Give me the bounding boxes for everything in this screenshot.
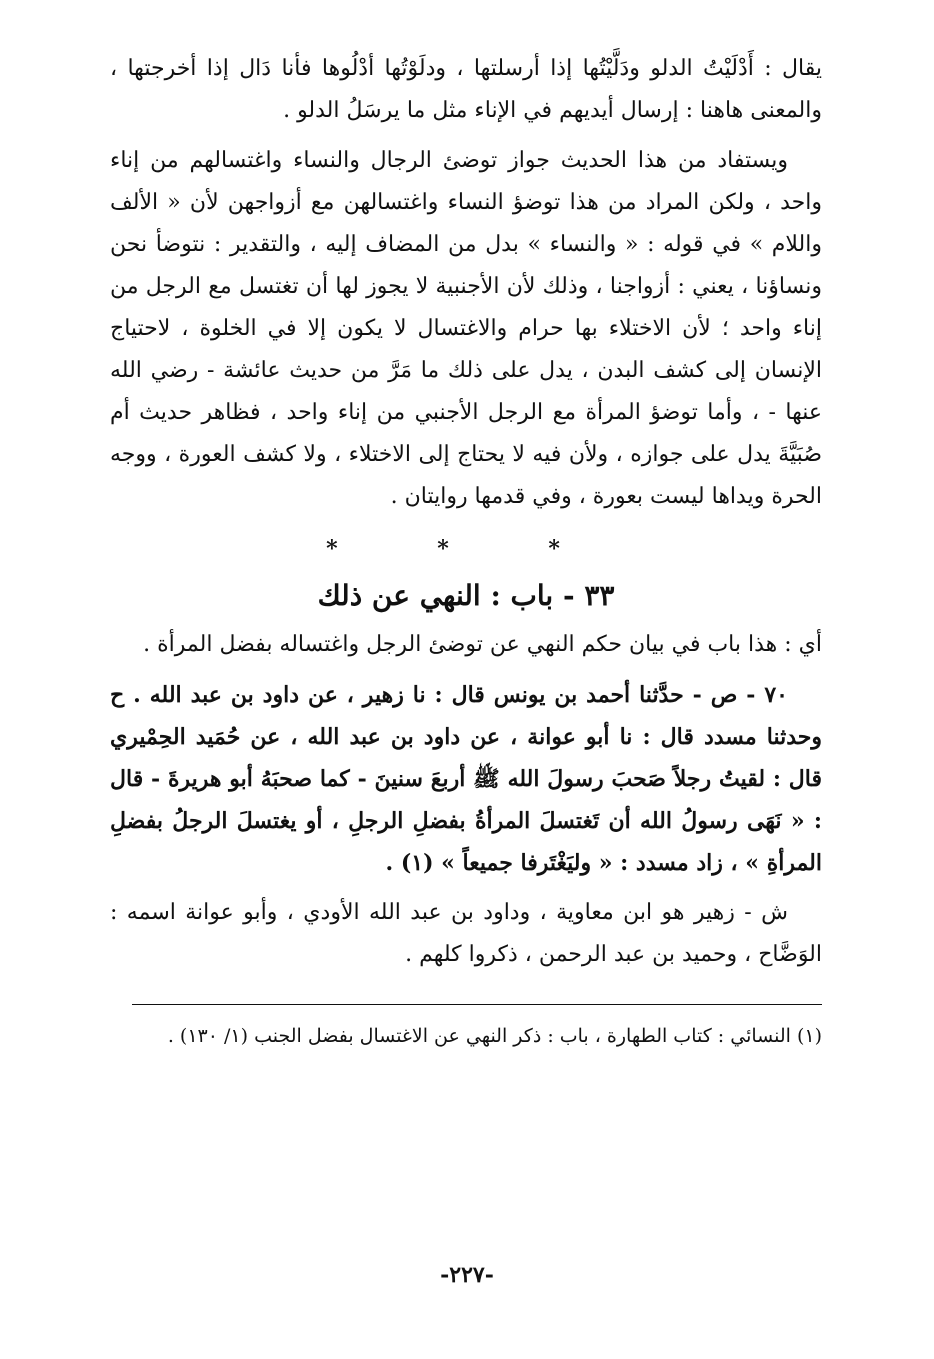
page-body bbox=[110, 48, 822, 1053]
section-separator: * * * bbox=[326, 536, 606, 562]
commentary-paragraph: ش - زهير هو ابن معاوية ، وداود بن عبد الله الأودي ، وأبو عوانة اسمه : الوَضَّاح ، وحميد بن عبد الرحمن ، ذكروا كلهم . bbox=[110, 900, 822, 967]
paragraph-definition: يقال : أَدْلَيْتُ الدلو ودَلَّيْتُها إذا أرسلتها ، ودلَوْتُها أدْلُوها فأنا دَال إذا أخرجتها ، والمعنى هاهنا : إرسال أيديهم في الإناء مثل ما يرسَلُ الدلو . bbox=[110, 56, 822, 123]
chapter-intro: أي : هذا باب في بيان حكم النهي عن توضئ الرجل واغتساله بفضل المرأة . bbox=[143, 632, 822, 657]
paragraph-ruling: ويستفاد من هذا الحديث جواز توضئ الرجال والنساء واغتسالهم من إناء واحد ، ولكن المراد من هذا توضؤ النساء واغتسالهن مع أزواجهن لأن « الألف واللام » في قوله : « والنساء » بدل من المضاف إليه ، والتقدير : نتوضأ نحن ونساؤنا ، يعني : أزواجنا ، وذلك لأن الأجنبية لا يجوز لها أن تغتسل مع الرجل من إناء واحد ؛ لأن الاختلاء بها حرام والاغتسال لا يكون إلا في الخلوة ، لاحتياج الإنسان إلى كشف البدن ، يدل على ذلك ما مَرَّ من حديث عائشة - رضي الله عنها - ، وأما توضؤ المرأة مع الرجل الأجنبي من إناء واحد ، فظاهر حديث أم صُبَيَّةَ يدل على جوازه ، ولأن فيه لا يحتاج إلى الاختلاء ، ولا كشف العورة ، ووجه الحرة ويداها ليست بعورة ، وفي قدمها روايتان . bbox=[110, 148, 822, 509]
hadith-text: ٧٠ - ص - حدَّثنا أحمد بن يونس قال : نا زهير ، عن داود بن عبد الله . ح وحدثنا مسدد قال : نا أبو عوانة ، عن داود بن عبد الله ، عن حُمَيد الحِمْيري قال : لقيتُ رجلاً صَحبَ رسولَ الله ﷺ أربعَ سنينَ - كما صحبَهُ أبو هريرةَ - قال : « نَهَى رسولُ الله أن تَغتسلَ المرأةُ بفضلِ الرجلِ ، أو يغتسلَ الرجلُ بفضلِ المرأةِ » ، زاد مسدد : « وليَغْتَرفا جميعاً » (١) . bbox=[110, 682, 822, 876]
chapter-title: ٣٣ - باب : النهي عن ذلك bbox=[317, 579, 615, 612]
page-number: -٢٢٧- bbox=[440, 1262, 494, 1288]
footnote-divider bbox=[132, 1004, 822, 1005]
footnote: (١) النسائي : كتاب الطهارة ، باب : ذكر النهي عن الاغتسال بفضل الجنب (١/ ١٣٠) . bbox=[167, 1025, 822, 1047]
